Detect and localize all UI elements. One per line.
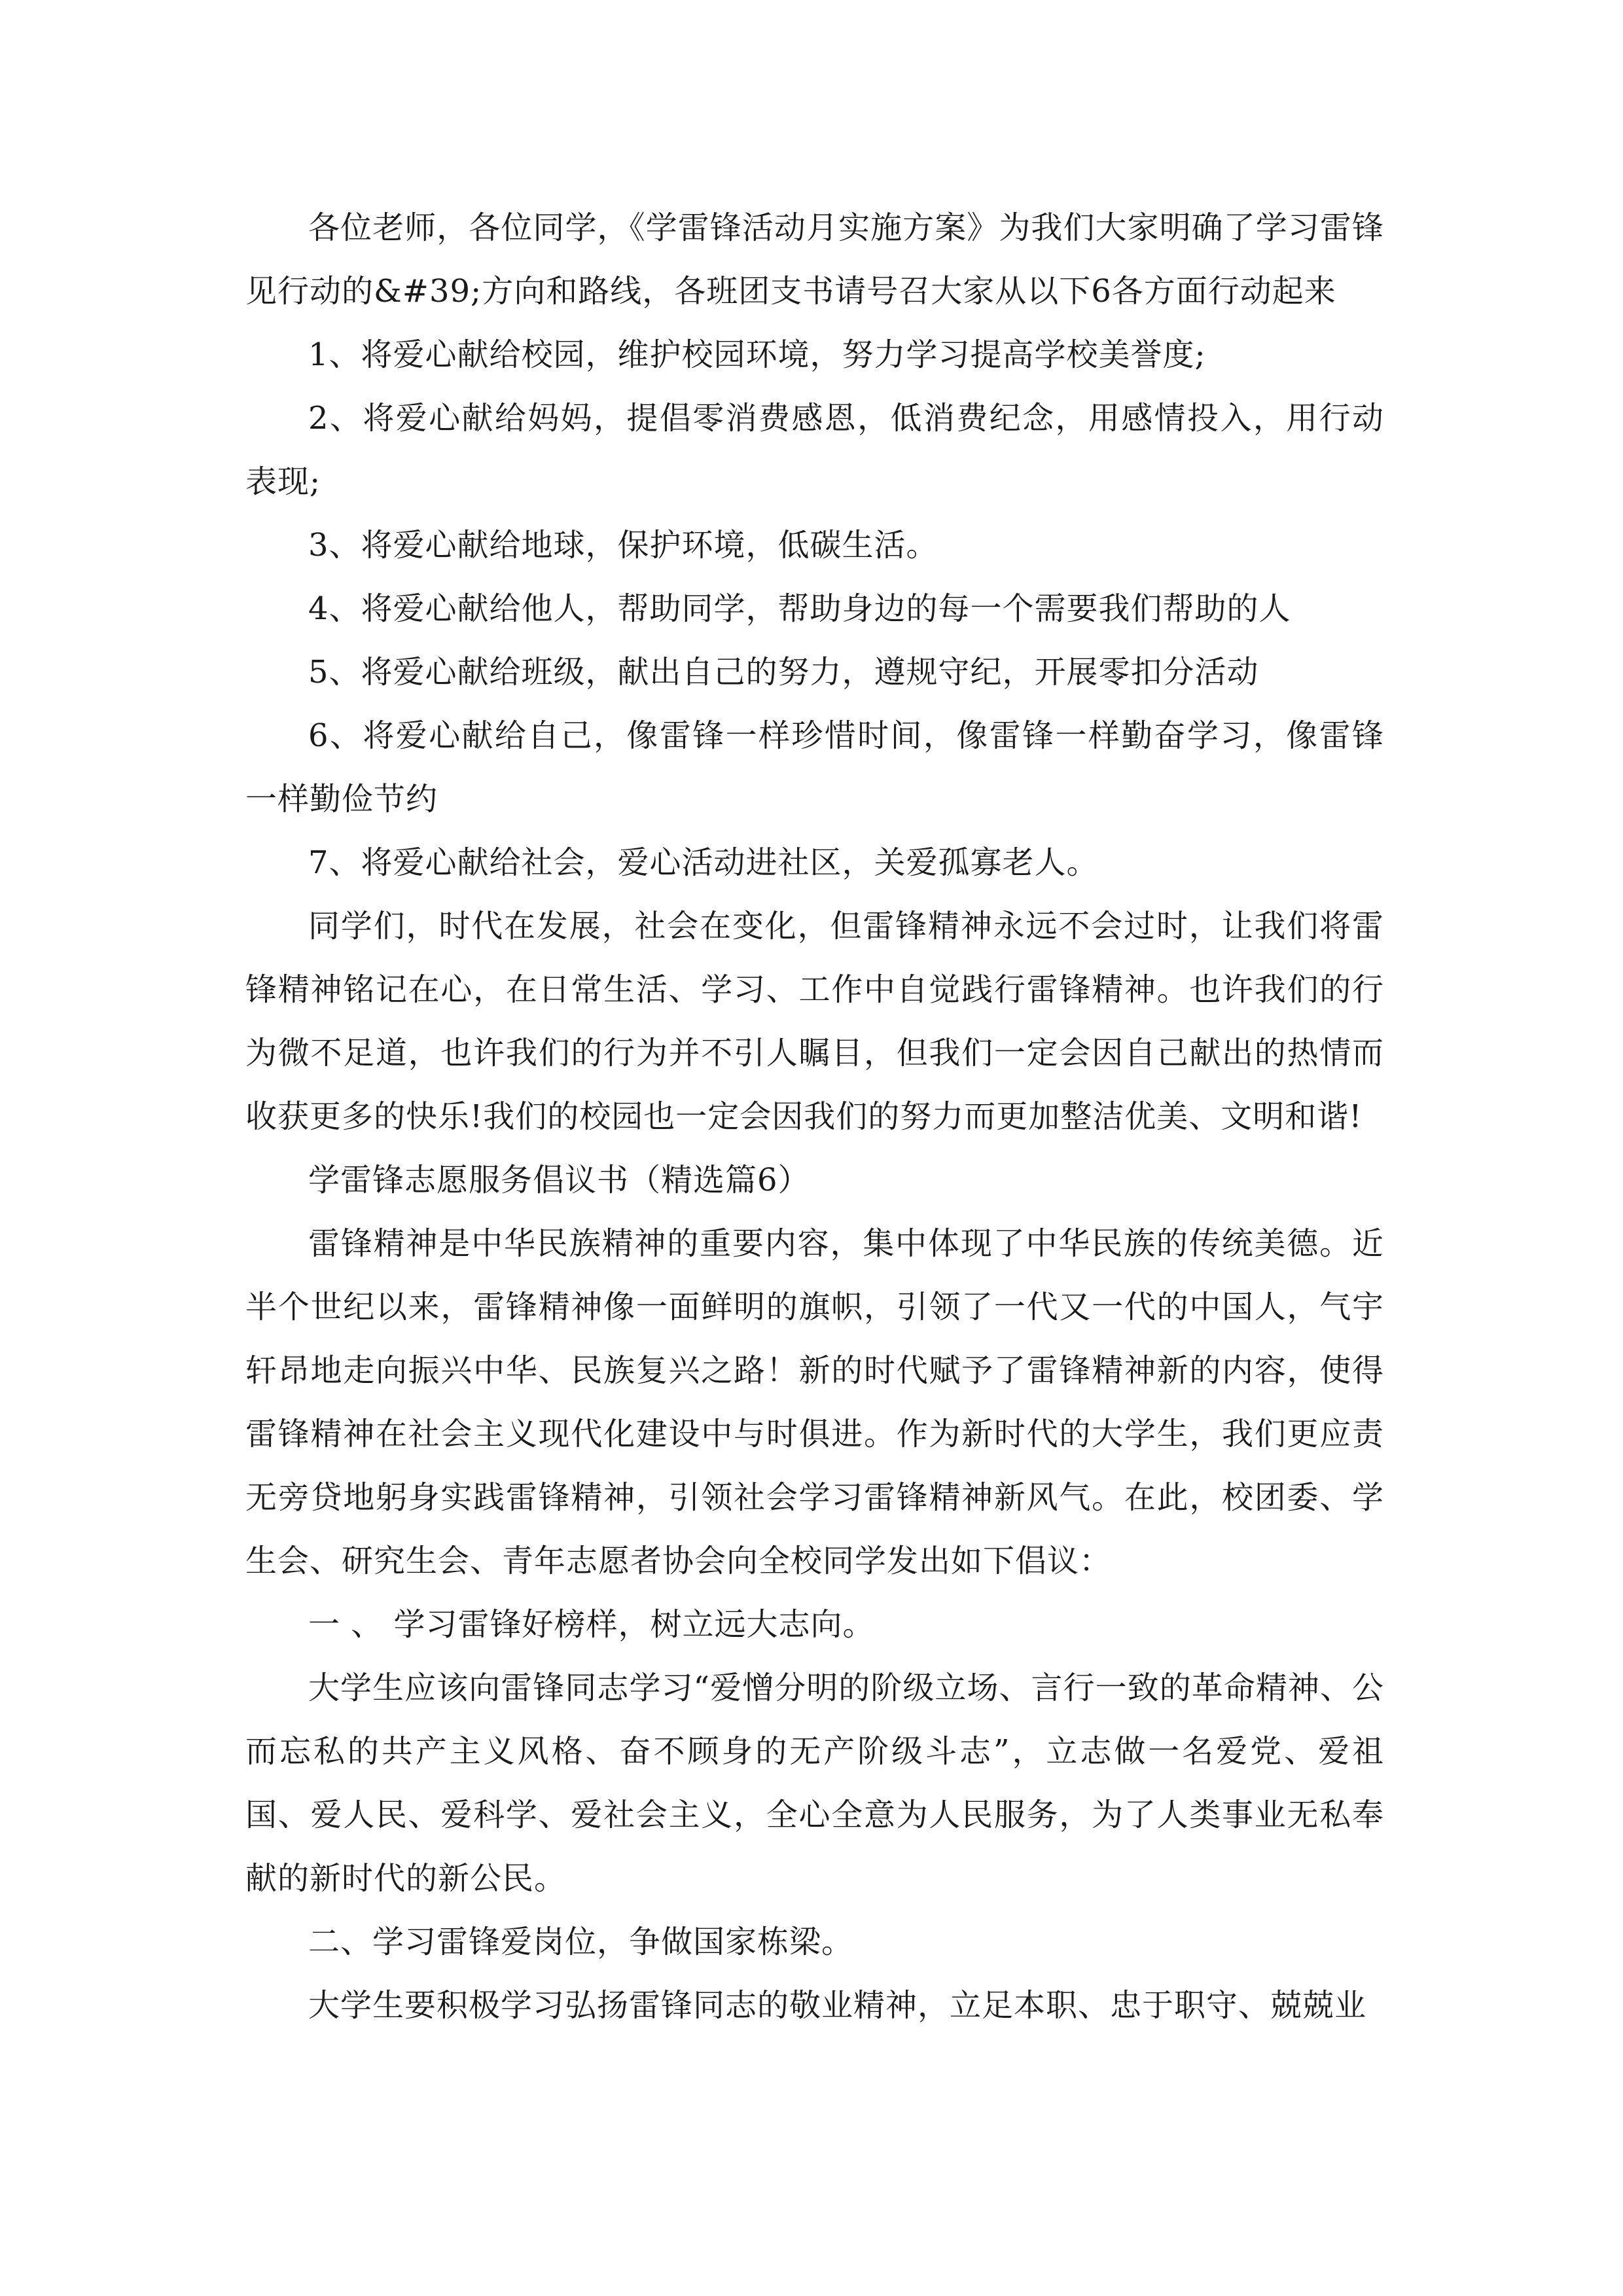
list-item: 1、将爱心献给校园，维护校园环境，努力学习提高学校美誉度; xyxy=(308,336,1206,373)
list-item: 6、将爱心献给自己，像雷锋一样珍惜时间，像雷锋一样勤奋学习，像雷锋一样勤俭节约 xyxy=(245,717,1384,817)
list-item: 4、将爱心献给他人，帮助同学，帮助身边的每一个需要我们帮助的人 xyxy=(308,590,1291,627)
subheading-one: 一 、 学习雷锋好榜样，树立远大志向。 xyxy=(308,1606,875,1643)
paragraph-closing: 同学们，时代在发展，社会在变化，但雷锋精神永远不会过时，让我们将雷锋精神铭记在心，在日常生活、学习、工作中自觉践行雷锋精神。也许我们的行为微不足道，也许我们的行为并不引人瞩目，但我们一定会因自己献出的热情而收获更多的快乐!我们的校园也一定会因我们的努力而更加整洁优美、文明和谐! xyxy=(245,908,1384,1135)
list-item: 5、将爱心献给班级，献出自己的努力，遵规守纪，开展零扣分活动 xyxy=(308,654,1259,691)
subheading-two: 二、学习雷锋爱岗位，争做国家栋梁。 xyxy=(308,1924,854,1960)
document-body xyxy=(245,196,1384,2037)
section-heading: 学雷锋志愿服务倡议书（精选篇6） xyxy=(308,1162,810,1198)
list-item: 3、将爱心献给地球，保护环境，低碳生活。 xyxy=(308,527,938,564)
paragraph-intro: 各位老师，各位同学，《学雷锋活动月实施方案》为我们大家明确了学习雷锋见行动的&#39;方向和路线，各班团支书请号召大家从以下6各方面行动起来 xyxy=(245,209,1384,310)
paragraph-body: 大学生应该向雷锋同志学习“爱憎分明的阶级立场、言行一致的革命精神、公而忘私的共产主义风格、奋不顾身的无产阶级斗志”，立志做一名爱党、爱祖国、爱人民、爱科学、爱社会主义，全心全意为人民服务，为了人类事业无私奉献的新时代的新公民。 xyxy=(245,1670,1384,1897)
paragraph-body: 雷锋精神是中华民族精神的重要内容，集中体现了中华民族的传统美德。近半个世纪以来，雷锋精神像一面鲜明的旗帜，引领了一代又一代的中国人，气宇轩昂地走向振兴中华、民族复兴之路！新的时代赋予了雷锋精神新的内容，使得雷锋精神在社会主义现代化建设中与时俱进。作为新时代的大学生，我们更应责无旁贷地躬身实践雷锋精神，引领社会学习雷锋精神新风气。在此，校团委、学生会、研究生会、青年志愿者协会向全校同学发出如下倡议： xyxy=(245,1225,1384,1579)
list-item: 7、将爱心献给社会，爱心活动进社区，关爱孤寡老人。 xyxy=(308,844,1099,881)
paragraph-body: 大学生要积极学习弘扬雷锋同志的敬业精神，立足本职、忠于职守、兢兢业 xyxy=(308,1987,1367,2024)
list-item: 2、将爱心献给妈妈，提倡零消费感恩，低消费纪念，用感情投入，用行动表现; xyxy=(245,400,1384,500)
